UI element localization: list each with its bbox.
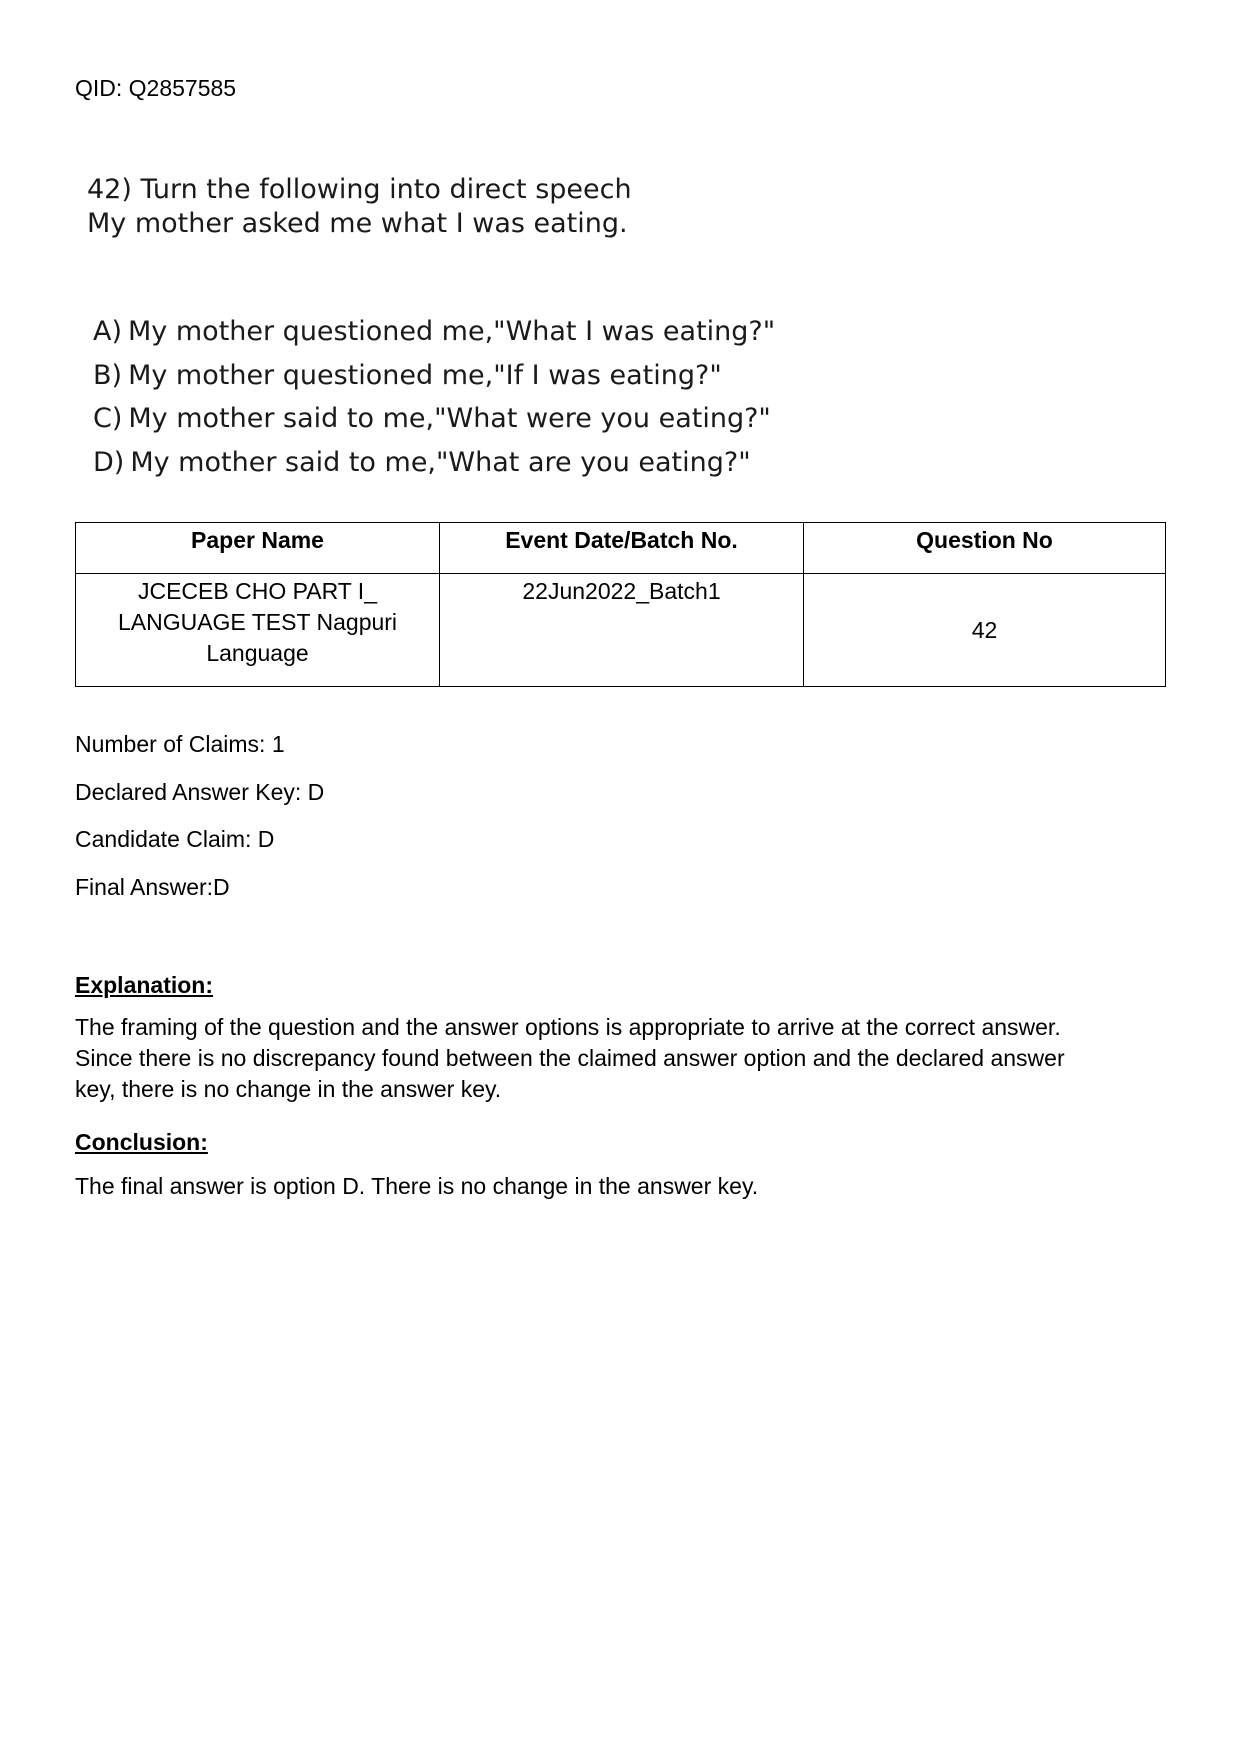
final-answer: Final Answer:D xyxy=(75,873,230,900)
question-image xyxy=(87,173,632,241)
header-event-date: Event Date/Batch No. xyxy=(440,523,804,574)
paper-name-line: JCECEB CHO PART I_ xyxy=(137,578,377,604)
claim-details xyxy=(75,730,324,920)
paper-name-cell xyxy=(76,574,440,687)
option-text: My mother questioned me,"If I was eating?" xyxy=(128,359,722,391)
explanation-line: key, there is no change in the answer key. xyxy=(75,1076,502,1102)
option-text: My mother said to me,"What are you eating?" xyxy=(130,446,751,478)
declared-answer-key: Declared Answer Key: D xyxy=(75,778,325,805)
explanation-line: The framing of the question and the answer options is appropriate to arrive at the correct answer. xyxy=(75,1014,1061,1040)
answer-options xyxy=(93,315,775,489)
option-a xyxy=(93,315,775,359)
table-header-row xyxy=(76,523,1166,574)
number-of-claims: Number of Claims: 1 xyxy=(75,731,285,757)
explanation-text xyxy=(75,1012,1175,1105)
question-no-cell: 42 xyxy=(804,574,1166,687)
option-c xyxy=(93,402,775,446)
option-text: My mother questioned me,"What I was eating?" xyxy=(128,316,776,347)
option-d xyxy=(93,446,775,490)
option-letter: B) xyxy=(93,359,123,391)
header-paper-name: Paper Name xyxy=(76,523,440,574)
question-title: 42) Turn the following into direct speech xyxy=(87,174,632,205)
header-question-no: Question No xyxy=(804,523,1166,574)
paper-name-line: Language xyxy=(206,640,309,666)
option-letter: D) xyxy=(93,446,125,478)
event-date-cell: 22Jun2022_Batch1 xyxy=(440,574,804,687)
option-text: My mother said to me,"What were you eating?" xyxy=(128,403,771,434)
conclusion-text: The final answer is option D. There is no change in the answer key. xyxy=(75,1173,759,1199)
paper-name-line: LANGUAGE TEST Nagpuri xyxy=(117,609,398,635)
table-row xyxy=(76,574,1166,687)
conclusion-heading: Conclusion: xyxy=(75,1129,208,1155)
question-text: My mother asked me what I was eating. xyxy=(87,208,628,239)
explanation-line: Since there is no discrepancy found between the claimed answer option and the declared answer xyxy=(75,1045,1065,1071)
option-letter: C) xyxy=(93,403,123,434)
option-b xyxy=(93,359,775,403)
question-id: QID: Q2857585 xyxy=(75,75,237,101)
explanation-heading: Explanation: xyxy=(75,972,214,998)
option-letter: A) xyxy=(93,316,123,347)
candidate-claim: Candidate Claim: D xyxy=(75,826,275,852)
paper-info-table xyxy=(75,522,1166,687)
